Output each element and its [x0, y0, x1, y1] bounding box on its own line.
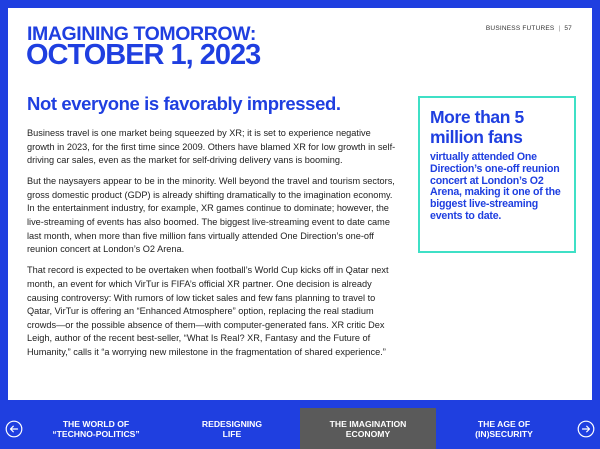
tab-label: THE WORLD OF “TECHNO-POLITICS”: [52, 418, 140, 439]
callout-headline: More than 5 million fans: [430, 107, 524, 147]
tab-imagination-economy[interactable]: [300, 408, 436, 449]
arrow-right-circle-icon: [577, 420, 595, 438]
tab-label: THE IMAGINATION ECONOMY: [329, 418, 407, 439]
callout-text: virtually attended One Direction’s one-off reunion concert at London’s O2 Arena, making it one of the biggest live-streaming events to date.: [430, 151, 561, 222]
tab-age-of-insecurity[interactable]: [436, 408, 572, 449]
article-paragraph: But the naysayers appear to be in the minority. Well beyond the travel and tourism sectors, gross domestic product (GDP) is already shifting dramatically to the imagination economy. In the entertainment industry, for example, XR games continue to dominate; however, the live-streaming of events has also boomed. The biggest live-streaming event to date came last month, when more than five million fans virtually attended One Direction’s one-off reunion concert at London’s O2 Arena.: [27, 176, 395, 255]
page-number: 57: [564, 25, 572, 32]
document-page: [8, 8, 592, 400]
next-page-button[interactable]: [572, 408, 600, 449]
article-paragraph: Business travel is one market being squeezed by XR; it is set to experience negative growth in 2023, for the first time since 2009. Others have blamed XR for low growth in self-driving car sales, even as the market for self-driving delivery vans is booming.: [27, 128, 396, 166]
running-title: BUSINESS FUTURES: [485, 25, 555, 32]
tab-label: REDESIGNING LIFE: [201, 418, 263, 439]
chapter-navigation: [0, 408, 600, 449]
page-title: OCTOBER 1, 2023: [26, 39, 261, 71]
article-heading: Not everyone is favorably impressed.: [27, 93, 341, 114]
article-paragraph: That record is expected to be overtaken when football’s World Cup kicks off in Qatar next month, an event for which VirTur is FIFA’s official XR partner. One decision is already causing controversy: With rumors of low ticket sales and few fans planning to travel to Qatar, VirTur is offering an “Enhanced Atmosphere” option, replacing the real stadium crowds—or the possible absence of them—with computer-generated fans. XR critic Dex Leigh, author of the recent best-seller, “What Is Real? XR, Fantasy and the Future of Humanity,” calls it “a worrying new milestone in the fragmentation of shared experience.”: [27, 265, 389, 357]
header-separator: |: [558, 25, 561, 32]
previous-page-button[interactable]: [0, 408, 28, 449]
tab-techno-politics[interactable]: [28, 408, 164, 449]
running-header: [486, 25, 572, 32]
tab-redesigning-life[interactable]: [164, 408, 300, 449]
pull-quote-callout: [418, 96, 576, 253]
arrow-left-circle-icon: [5, 420, 23, 438]
article-body: [27, 127, 399, 367]
section-kicker: IMAGINING TOMORROW:: [27, 23, 256, 45]
tab-label: THE AGE OF (IN)SECURITY: [475, 418, 533, 439]
